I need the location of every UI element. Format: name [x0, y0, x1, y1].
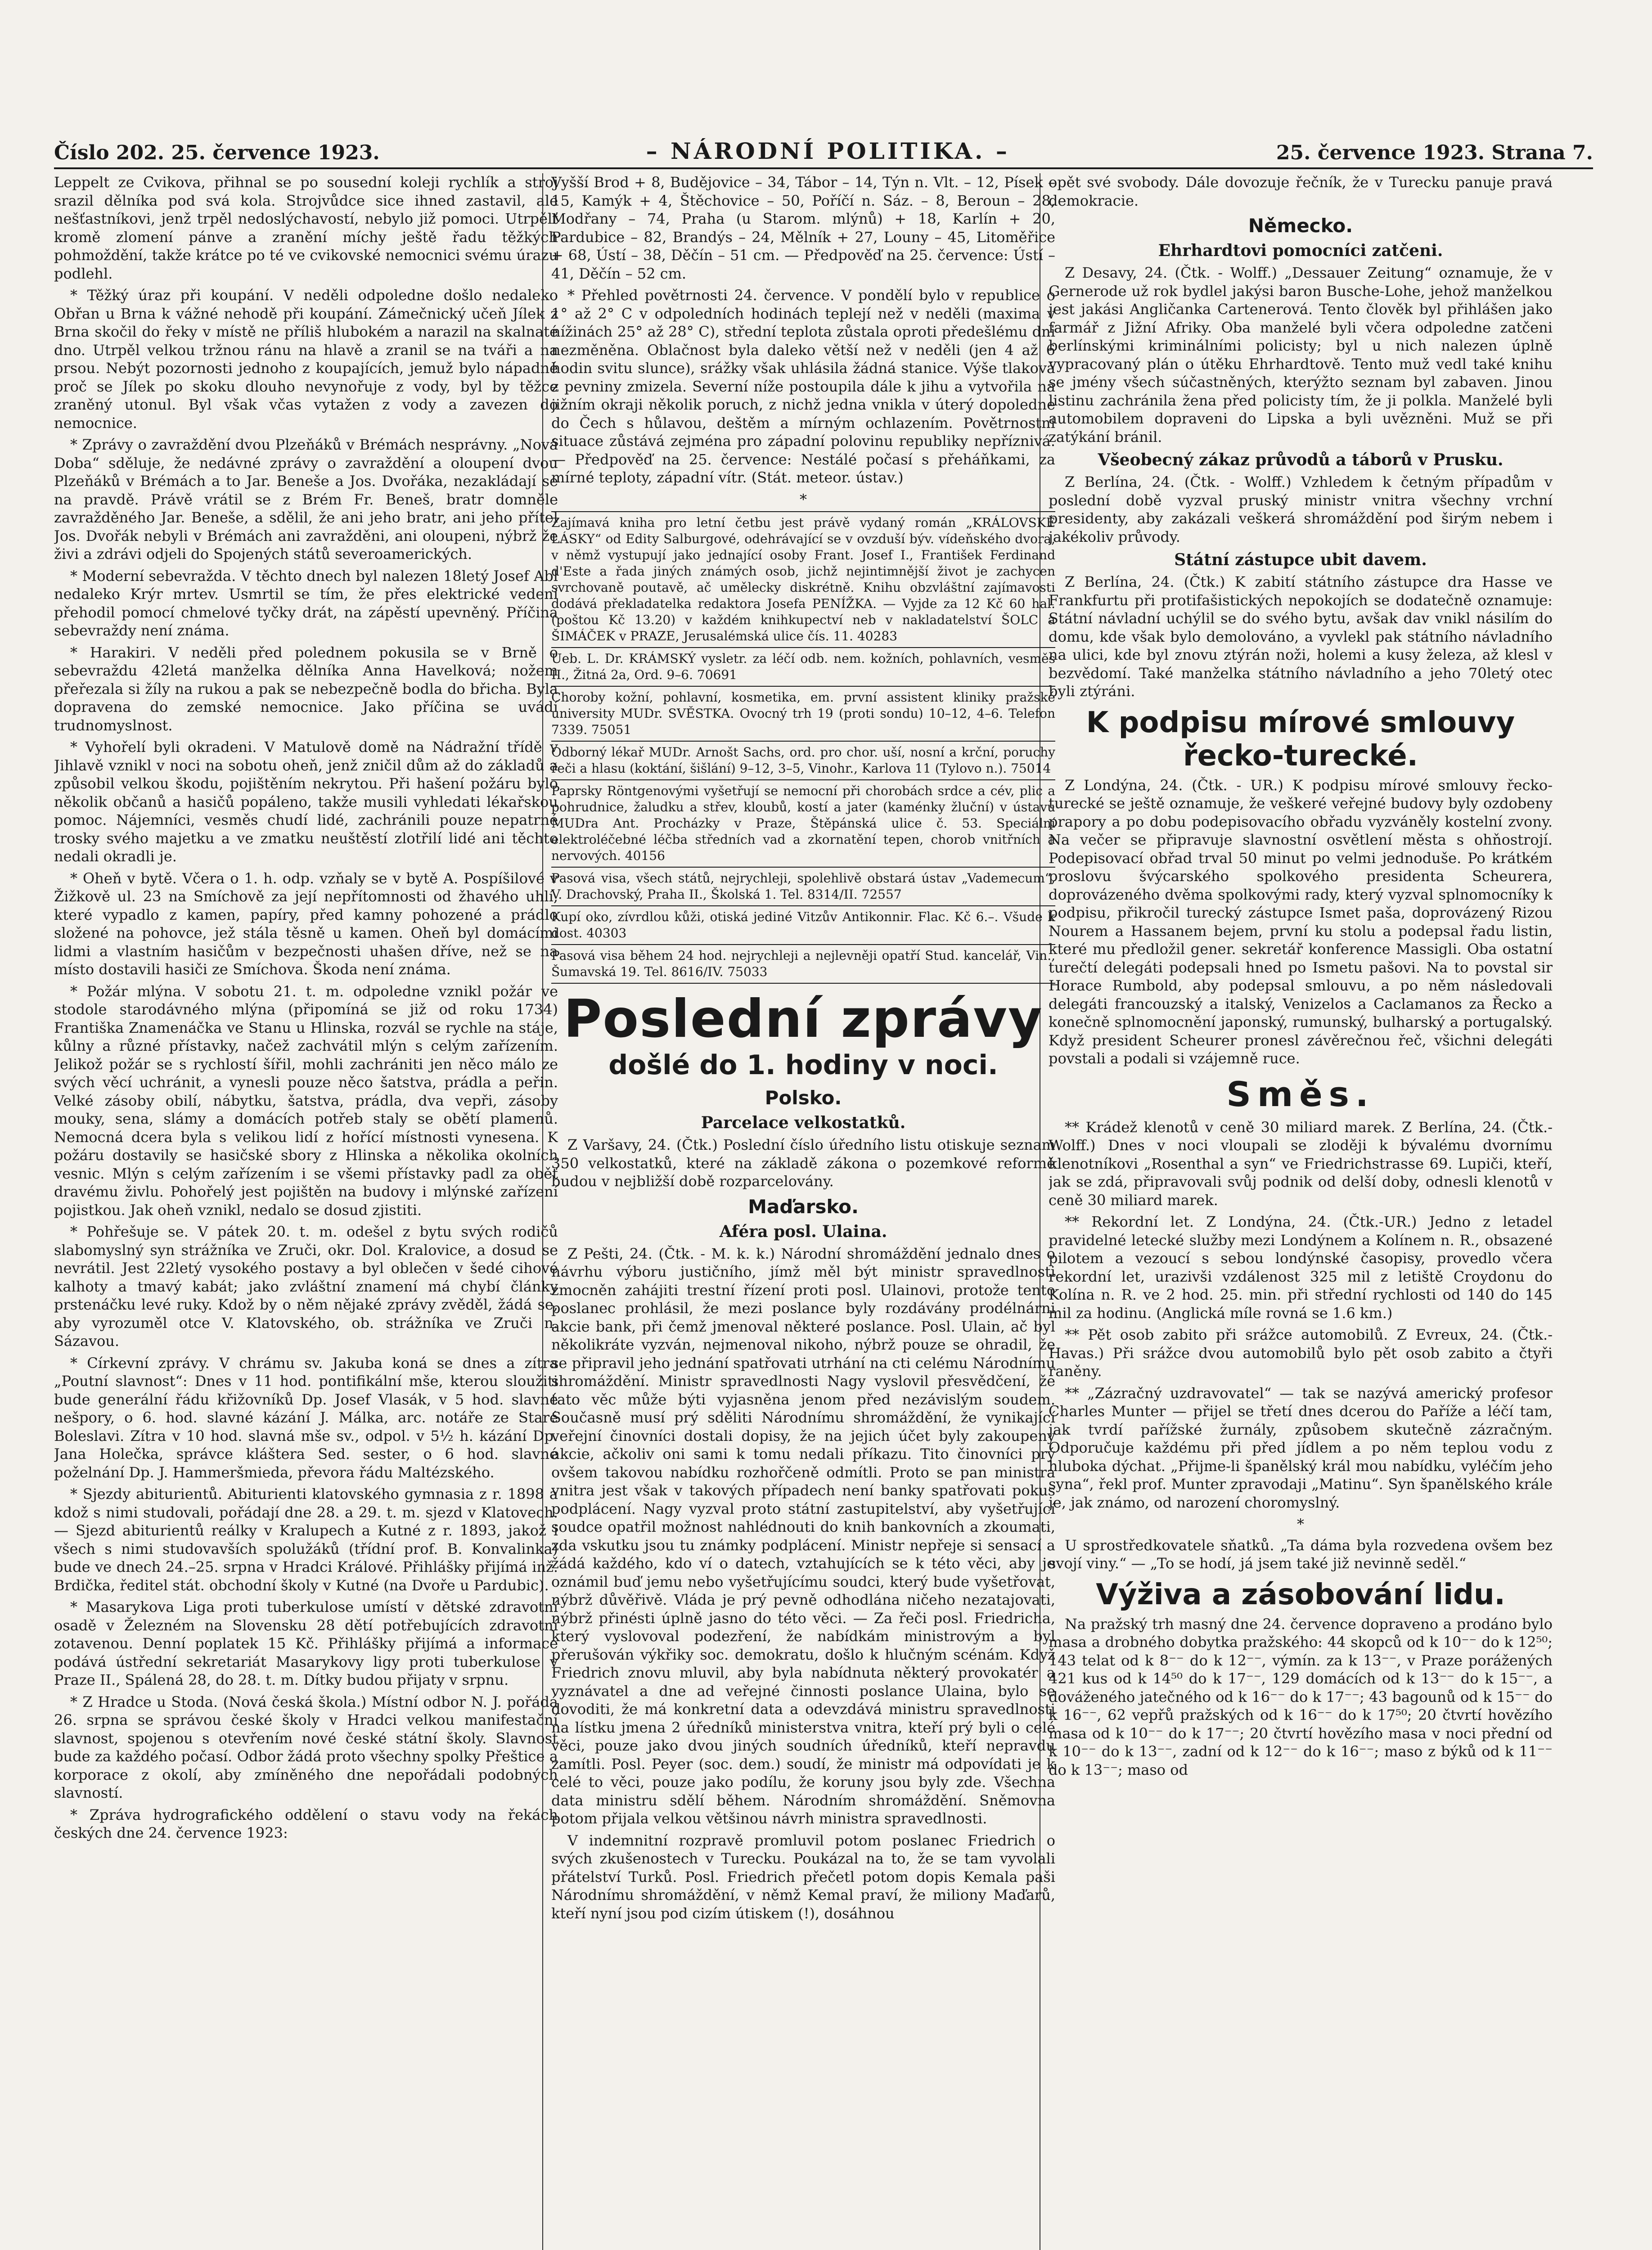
advertisement: Zajímavá kniha pro letní četbu jest právě vydaný román „KRÁLOVSKÉ LÁSKY“ od Edity Salburgové, odehrávající se v ovzduší býv. vídeňského dvora, v němž vystupují jako jednající osoby Frant. Josef I., František Ferdinand d'Este a řada jiných známých osob, jichž nejintimnější život je zachycen svrchovaně poutavě, ač umělecky diskrétně. Knihu obzvláštní zajímavosti dodává překladatelka redaktora Josefa PENÍŽKA. — Vyjde za 12 Kč 60 hal. (poštou Kč 13.20) v každém knihkupectví neb v nakladatelství ŠOLC a ŠIMÁČEK v PRAZE, Jerusalémská ulice čís. 11. 40283	[551, 511, 1055, 647]
anecdote: U sprostředkovatele sňatků. „Ta dáma byla rozvedena ovšem bez svojí viny.“ — „To se hodí, já jsem také již nevinně seděl.“	[1049, 1536, 1553, 1572]
breaking-news-subheading: došlé do 1. hodiny v noci.	[608, 1049, 998, 1081]
article-paragraph: * Sjezdy abiturientů. Abiturienti klatovského gymnasia z r. 1898 a kdož s nimi studovali, pořádají dne 28. a 29. t. m. sjezd v Klatovech. — Sjezd abiturientů reálky v Kralupech a Kutné z r. 1893, jakož i všech s nimi studovavších spolužáků (třídní prof. B. Konvalinka) bude ve dnech 24.–25. srpna v Hradci Králové. Přihlášky přijímá inž. Brdička, ředitel stát. obchodní školy v Kutné (na Dvoře u Pardubic).	[54, 1485, 558, 1594]
section-heading-poland: Polsko.	[765, 1087, 842, 1109]
header-left: Číslo 202. 25. července 1923.	[54, 141, 380, 164]
advertisement: Choroby kožní, pohlavní, kosmetika, em. první assistent kliniky pražské university MUDr. SVĚSTKA. Ovocný trh 19 (proti sondu) 10–12, 4–6. Telefon 7339. 75051	[551, 686, 1055, 741]
article-heading: Státní zástupce ubit davem.	[1174, 550, 1427, 569]
article-paragraph: opět své svobody. Dále dovozuje řečník, že v Turecku panuje pravá demokracie.	[1049, 174, 1553, 209]
article-paragraph: * Harakiri. V neděli před polednem pokusila se v Brně o sebevraždu 42letá manželka dělníka Anna Havelková; nožem přeřezala si žíly na rukou a pak se nebezpečně bodla do břicha. Byla dopravena do zemské nemocnice. Jako příčina se uvádí trudnomyslnost.	[54, 644, 558, 734]
weather-report: * Přehled povětrnosti 24. července. V pondělí bylo v republice o 1° až 2° C v odpoledních hodinách teplejí než v neděli (maxima v nížinách 25° až 28° C), střední teplota zůstala oproti předešlému dni nezměněna. Oblačnost byla daleko větší než v neděli (jen 4 až 6 hodin svitu slunce), srážky však uhlásila žádná stanice. Výše tlaková z pevniny zmizela. Severní níže postoupila dále k jihu a vytvořila na jižním okraji několik poruch, z nichž jedna vnikla v úterý dopoledne do Čech s hůlavou, deštěm a mírným ochlazením. Povětrnostní situace zůstává zejména pro západní polovinu republiky nepříznivá. — Předpověď na 25. července: Nestálé počasí s přeháňkami, za mírné teploty, západní vítr. (Stát. meteor. ústav.)	[551, 287, 1055, 486]
article-heading: Aféra posl. Ulaina.	[719, 1222, 887, 1241]
article-paragraph: Z Pešti, 24. (Čtk. - M. k. k.) Národní shromáždění jednalo dnes o návrhu výboru justičního, jímž měl být ministr spravedlnosti zmocněn zahájiti trestní řízení proti posl. Ulainovi, protože tento poslanec prohlásil, že mezi poslance byly rozdávány prodélnárni akcie bank, při čemž jmenoval některé poslance. Posl. Ulain, ač byl několikráte vyzván, nejmenoval nikoho, nýbrž pouze se ohradil, že se připravil jeho jednání spatřovati utrhání na cti celému Národnímu shromáždění. Ministr spravedlnosti Nagy vyslovil přesvědčení, že tato věc může býti vyjasněna jenom před nezávislým soudem. Současně musí prý sděliti Národnímu shromáždění, že vynikající veřejní činovníci dostali dopisy, že na jejich účet byly zakoupeny akcie, ačkoliv oni sami k tomu nedali příkazu. Tito činovníci prý ovšem takovou nabídku rozhořčeně odmítli. Proto se pan ministra vnitra jest však v takových případech není banky spatřovati pokus podplácení. Nagy vyzval proto státní zastupitelství, aby vyšetřující soudce opatřil možnost nahlédnouti do knih bankovních a zkoumati, zda vskutku jsou tu známky podplácení. Ministr nepřeje si sensací a žádá každého, kdo ví o datech, vztahujících se k této věci, aby je oznámil buď jemu nebo vyšetřujícímu soudci, který bude vyšetřovat, nýbrž důvěřivě. Vláda je prý pevně odhodlána ničeho nezatajovati, nýbrž přinésti úplně jasno do této věci. — Za řeči posl. Friedricha, který vyslovoval podezření, že nabídkám ministrovým a byl přerušován výkřiky soc. demokratu, došlo k hlučným scénám. Když Friedrich znovu mluvil, aby byla nabídnuta některý provokatér a vyznávatel a dne ad veřejné činnosti poslance Ulaina, bylo se dovoditi, že má konkretní data a odevzdává ministru spravedlnosti na lístku jmena 2 úředníků ministerstva vnitra, kteří prý byli o celé věci, pouze jako dvou jiných soudních úředníků, kteří nepravdu zamítli. Posl. Peyer (soc. dem.) soudí, že ministr má odpovídati je k celé to věci, pouze jako podílu, že koruny jsou byly zde. Všechna data ministru sdělí během. Národním shromáždění. Sněmovna potom přijala velkou většinou návrh ministra spravedlnosti.	[551, 1245, 1055, 1827]
article-paragraph: * Pohřešuje se. V pátek 20. t. m. odešel z bytu svých rodičů slabomyslný syn strážníka ve Zruči, okr. Dol. Kralovice, a dosud se nevrátil. Jest 22letý vysokého postavy a byl oblečen v šedé cihové kalhoty a tmavý kabát; jako zvláštní znamení má chybí články prstenáčku levé ruky. Kdož by o něm nějaké zprávy zvěděl, žádá se, aby vyrozuměl otce V. Klatovského, ob. strážníka ve Zruči n. Sázavou.	[54, 1223, 558, 1350]
article-heading: Ehrhardtovi pomocníci zatčeni.	[1158, 241, 1443, 260]
section-heading-miscellany: Směs.	[1226, 1074, 1375, 1114]
advertisement: Kupí oko, zívrdlou kůži, otiská jediné Vitzův Antikonnir. Flac. Kč 6.–. Všude k dost. 40303	[551, 905, 1055, 944]
article-paragraph: Z Berlína, 24. (Čtk. - Wolff.) Vzhledem k četným případům v poslední době vyzval pruský ministr vnitra všechny vrchní presidenty, aby zakázali veškerá shromáždění pod širým nebem i jakékoliv průvody.	[1049, 473, 1553, 545]
article-paragraph: V indemnitní rozpravě promluvil potom poslanec Friedrich o svých zkušenostech v Turecku. Poukázal na to, že se tam vyvolali přátelství Turků. Posl. Friedrich přečetl potom dopis Kemala paši Národnímu shromáždění, v němž Kemal praví, že miliony Maďarů, kteří nyní jsou pod cizím útiskem (!), dosáhnou	[551, 1832, 1055, 1922]
article-paragraph: * Zpráva hydrografického oddělení o stavu vody na řekách českých dne 24. července 1923:	[54, 1806, 558, 1841]
column-2	[551, 173, 1055, 2250]
article-paragraph: Z Varšavy, 24. (Čtk.) Poslední číslo úředního listu otiskuje seznam 350 velkostatků, které na základě zákona o pozemkové reformě budou v nejbližší době rozparcelovány.	[551, 1136, 1055, 1190]
article-paragraph: Z Desavy, 24. (Čtk. - Wolff.) „Dessauer Zeitung“ oznamuje, že v Gernerode už rok bydlel jakýsi baron Busche-Lohe, jehož manželkou jest jakási Angličanka Cartenerová. Tento člověk byl přihlášen jako farmář z Jižní Afriky. Oba manželé byli včera odpoledne zatčeni berlínskými kriminálními policisty; byl u nich nalezen úplně vypracovaný plán o útěku Ehrhardtově. Tento muž vedl také knihu se jmény všech súčastněných, kterýžto seznam byl zabaven. Jinou listinu zachránila žena před policisty tím, že ji polkla. Manželé byli automobilem dopraveni do Lipska a byli uvězněni. Muž se při zatýkání bránil.	[1049, 264, 1553, 446]
separator-star: *	[800, 490, 807, 508]
news-item: ** Krádež klenotů v ceně 30 miliard marek. Z Berlína, 24. (Čtk.-Wolff.) Dnes v noci vloupali se zloději k bývalému dvornímu klenotníkovi „Rosenthal a syn“ ve Friedrichstrasse 69. Lupiči, kteří, jak se zdá, připravovali svůj podnik od delší doby, odnesli klenotů v ceně 30 miliard marek.	[1049, 1118, 1553, 1209]
advertisement: Ueb. L. Dr. KRÁMSKÝ vysletr. za léčí odb. nem. kožních, pohlavních, vesměs II., Žitná 2a, Ord. 9–6. 70691	[551, 647, 1055, 686]
article-paragraph: Na pražský trh masný dne 24. července dopraveno a prodáno bylo masa a drobného dobytka pražského: 44 skopců od k 10⁻⁻ do k 12⁵⁰; 143 telat od k 8⁻⁻ do k 12⁻⁻, výmín. za k 13⁻⁻, v Praze porážených 421 kus od k 14⁵⁰ do k 17⁻⁻, 129 domácích od k 13⁻⁻ do k 15⁻⁻, a dováženého jatečného od k 16⁻⁻ do k 17⁻⁻; 43 bagounů od k 15⁻⁻ do k 16⁻⁻, 62 vepřů pražských od k 16⁻⁻ do k 17⁵⁰; 20 čtvrtí hovězího masa od k 10⁻⁻ do k 17⁻⁻; 20 čtvrtí hovězího masa v noci přední od k 10⁻⁻ do k 13⁻⁻, zadní od k 12⁻⁻ do k 16⁻⁻; maso z býků od k 11⁻⁻ do k 13⁻⁻; maso od	[1049, 1615, 1553, 1778]
advertisement: Paprsky Röntgenovými vyšetřují se nemocní při chorobách srdce a cév, plic a pohrudnice, žaludku a střev, kloubů, kostí a jater (kaménky žluční) v ústavu MUDra Ant. Procházky v Praze, Štěpánská ulice č. 53. Speciální elektroléčebné léčba středních vad a zkornatění tepen, chorob vnitřních a nervových. 40156	[551, 779, 1055, 867]
article-heading-large: K podpisu mírové smlouvy řecko-turecké.	[1086, 706, 1515, 773]
header-rule	[54, 167, 1593, 169]
article-heading: Parcelace velkostatků.	[701, 1113, 906, 1132]
news-item: ** Pět osob zabito při srážce automobilů. Z Evreux, 24. (Čtk.-Havas.) Při srážce dvou automobilů bylo pět osob zabito a čtyři raněny.	[1049, 1326, 1553, 1380]
advertisement: Pasová visa, všech států, nejrychleji, spolehlivě obstará ústav „Vademecum“, V. Drachovský, Praha II., Školská 1. Tel. 8314/II. 72557	[551, 867, 1055, 905]
header-right: 25. července 1923. Strana 7.	[1276, 141, 1593, 164]
article-heading: Všeobecný zákaz průvodů a táborů v Prusku.	[1098, 450, 1503, 469]
article-paragraph: * Církevní zprávy. V chrámu sv. Jakuba koná se dnes a zítra „Poutní slavnost“: Dnes v 11 hod. pontifikální mše, kterou sloužiti bude generální řádu křižovníků Dp. Josef Vlasák, v 5 hod. slavné nešpory, o 6. hod. slavné kázání J. Málka, arc. notáře ze Staré Boleslavi. Zítra v 10 hod. slavná mše sv., odpol. v 5½ h. kázání Dp. Jana Holečka, správce kláštera Sed. sester, o 6 hod. slavné poželnání Dp. J. Hammeršmieda, převora řádu Maltézského.	[54, 1354, 558, 1481]
article-paragraph: * Zprávy o zavraždění dvou Plzeňáků v Brémách nesprávny. „Nová Doba“ sděluje, že nedávné zprávy o zavraždění a oloupení dvou Plzeňáků v Brémách a to Jar. Beneše a Jos. Dvořáka, nezakládají se na pravdě. Právě vrátil se z Brém Fr. Beneš, bratr domněle zavražděného Jar. Beneše, a sdělil, že ani jeho bratr, ani jeho přítel Jos. Dvořák nebyli v Brémách ani zavražděni, ani oloupeni, nýbrž že živi a zdrávi odjeli do Spojených států severoamerických.	[54, 436, 558, 562]
news-item: ** Rekordní let. Z Londýna, 24. (Čtk.-UR.) Jedno z letadel pravidelné letecké služby mezi Londýnem a Kolínem n. R., obsazené pilotem a vezoucí s sebou londýnské časopisy, provedlo včera rekordní let, urazivši vzdálenost 325 mil z letiště Croydonu do Kolína n. R. ve 2 hod. 25. min. při střední rychlosti od 140 do 145 mil za hodinu. (Anglická míle rovná se 1.6 km.)	[1049, 1213, 1553, 1322]
section-heading-hungary: Maďarsko.	[748, 1195, 859, 1218]
news-item: ** „Zázračný uzdravovatel“ — tak se nazývá americký profesor Charles Munter — přijel se třetí dnes dcerou do Paříže a léčí tam, jak tvrdí pařížské žurnály, způsobem skutečně zázračným. Odporučuje každému při před jídlem a po něm teplou vodu z hluboka dýchat. „Přijme-li španělský král mou nabídku, vyléčím jeho syna“, řekl prof. Munter zpravodaji „Matinu“. Syn španělského krále je, jak známo, od narození choromyslný.	[1049, 1384, 1553, 1511]
column-3	[1049, 173, 1553, 2250]
article-paragraph: * Oheň v bytě. Včera o 1. h. odp. vzňaly se v bytě A. Pospíšilové v Žižkově ul. 23 na Smíchově za její nepřítomnosti od žhavého uhlí, které vypadlo z kamen, papíry, před kamny pohozené a prádlo složené na pohovce, jež stála těsně u kamen. Oheň byl domácími lidmi a vlastním hasičům v bezpečnosti uhašen dříve, než se na místo dostavili hasiči ze Smíchova. Škoda není známa.	[54, 869, 558, 978]
section-heading-nutrition: Výživa a zásobování lidu.	[1096, 1578, 1505, 1611]
article-paragraph: Leppelt ze Cvikova, přihnal se po sousední koleji rychlík a stroj srazil dělníka pod svá kola. Strojvůdce sice ihned zastavil, ale nešťastníkovi, jenž trpěl nedoslýchavostí, nebylo již pomoci. Utrpělť kromě zlomení pánve a zranění míchy ještě řadu těžkých pohmoždění, takže krátce po té ve cvikovské nemocnici svému úrazu podlehl.	[54, 174, 558, 282]
article-paragraph: Z Berlína, 24. (Čtk.) K zabití státního zástupce dra Hasse ve Frankfurtu při protifašistických nepokojích se dodatečně oznamuje: Státní návladní uchýlil se do svého bytu, avšak dav vnikl násilím do domu, kde však bylo demolováno, a vyvlekl pak státního návladního na ulici, kde byl znovu ztýrán noži, holemi a kusy železa, až klesl v bezvědomí. Také manželka státního návladního a jeho 70letý otec byli ztýráni.	[1049, 573, 1553, 700]
section-heading-germany: Německo.	[1248, 215, 1353, 237]
article-paragraph: * Moderní sebevražda. V těchto dnech byl nalezen 18letý Josef Abl nedaleko Krýr mrtev. Usmrtil se tím, že přes elektrické vedení přehodil pomocí chmelové tyčky drát, na zápěstí upevněný. Příčina sebevraždy není známa.	[54, 567, 558, 639]
masthead: – NÁRODNÍ POLITIKA. –	[646, 138, 1010, 164]
advertisement: Odborný lékař MUDr. Arnošt Sachs, ord. pro chor. uší, nosní a krční, poruchy řeči a hlasu (koktání, šišlání) 9–12, 3–5, Vinohr., Karlova 11 (Tylovo n.). 75014	[551, 741, 1055, 779]
breaking-news-heading: Poslední zprávy	[563, 989, 1043, 1049]
column-1	[54, 173, 558, 2250]
article-paragraph: * Z Hradce u Stoda. (Nová česká škola.) Místní odbor N. J. pořádá 26. srpna se správou české školy v Hradci velkou manifestační slavnost, spojenou s otevřením nové české státní školy. Slavnost bude za každého počasí. Odbor žádá proto všechny spolky Přeštice a korporace z okolí, aby zmíněného dne nepořádali podobných slavností.	[54, 1693, 558, 1801]
article-paragraph: * Těžký úraz při koupání. V neděli odpoledne došlo nedaleko Obřan u Brna k vážné nehodě při koupání. Zámečnický učeň Jílek z Brna skočil do řeky v místě ne příliš hlubokém a narazil na skalnaté dno. Utrpěl velkou tržnou ránu na hlavě a zranil se na tváři a na prsou. Nebýt pozornosti jednoho z koupajících, jemuž bylo nápadné proč se Jílek po skoku dlouho nevynořuje z vody, byl by těžce zraněný utonul. Byl však včas vytažen z vody a zavezen do nemocnice.	[54, 287, 558, 432]
article-paragraph: * Vyhořelí byli okradeni. V Matulově domě na Nádražní třídě v Jihlavě vznikl v noci na sobotu oheň, jenž zničil dům až do základů a způsobil velkou škodu, pojištěním nekrytou. Při hašení požáru bylo několik občanů a hasičů popáleno, takže musili vyhledati lékařskou pomoc. Nájemníci, vesměs chudí lidé, zachránili pouze nepatrné trosky svého majetku a ve zmatku neuštěstí zlotřilí lidé ani těchto nedali okradli je.	[54, 738, 558, 865]
separator-star: *	[1297, 1516, 1304, 1533]
page-header	[54, 137, 1593, 164]
advertisement: Pasová visa během 24 hod. nejrychleji a nejlevněji opatří Stud. kancelář, Vin., Šumavská 19. Tel. 8616/IV. 75033	[551, 944, 1055, 984]
water-levels: Vyšší Brod + 8, Budějovice – 34, Tábor – 14, Týn n. Vlt. – 12, Písek – 15, Kamýk + 4, Štěchovice – 50, Poříčí n. Sáz. – 8, Beroun – 28, Modřany – 74, Praha (u Starom. mlýnů) + 18, Karlín + 20, Pardubice – 82, Brandýs – 24, Mělník + 27, Louny – 45, Litoměřice + 68, Ústí – 38, Děčín – 51 cm. — Předpověď na 25. července: Ústí – 41, Děčín – 52 cm.	[551, 174, 1055, 282]
article-paragraph: * Masarykova Liga proti tuberkulose umístí v dětské zdravotní osadě v Železném na Slovensku 28 dětí potřebujících zdravotní zotavenou. Denní poplatek 15 Kč. Přihlášky přijímá a informace podává ústřední sekretariát Masarykovy ligy proti tuberkulose v Praze II., Spálená 28, do 28. t. m. Dítky budou přijaty v srpnu.	[54, 1598, 558, 1688]
article-paragraph: * Požár mlýna. V sobotu 21. t. m. odpoledne vznikl požár ve stodole starodávného mlýna (připomíná se již od roku 1734) Františka Znamenáčka ve Stanu u Hlinska, rozvál se rychle na stáje, kůlny a různé přístavky, načež zachvátil mlýn s celým zařízením. Jelikož požár se s rychlostí šířil, mohli zachrániti jen něco málo ze svých věcí uchránit, a vynesli pouze něco šatstva, prádla a peřin. Velké zásoby obilí, nábytku, šatstva, prádla, dva vepři, zásoby mouky, sena, slámy a domácích potřeb staly se obětí plamenů. Nemocná dcera byla s velikou lidí z hořící místnosti vynesena. K požáru dostavily se hasičské sbory z Hlinska a několika okolních vesnic. Mlýn s celým zařízením i se všemi přístavky padl za oběť dravému živlu. Pohořelý jest pojištěn na budovy i mlýnské zařízení pojistkou. Jak oheň vznikl, nedalo se dosud zjistiti.	[54, 982, 558, 1219]
article-paragraph: Z Londýna, 24. (Čtk. - UR.) K podpisu mírové smlouvy řecko-turecké se ještě oznamuje, že veškeré veřejné budovy byly ozdobeny prapory a po dobu podepisovacího obřadu vyzváněly kostelní zvony. Na večer se připravuje slavnostní osvětlení města s ohňostrojí. Podepisovací obřad trval 50 minut po velmi jednoduše. Po krátkém proslovu švýcarského spolkového presidenta Scheurera, doprovázeného dvěma spolkovými rady, který vyzval splnomocníky k podpisu, přikročil turecký zástupce Ismet paša, doprovázený Rizou Nourem a Hassanem bejem, první ku stolu a podepsal řadu listin, které mu předložil gener. sekretář konference Massigli. Oba ostatní turečtí delegáti podepsali hned po Ismetu pašovi. Na to povstal sir Horace Rumbold, aby podepsal smlouvu, a po něm následovali delegáti francouzský a italský, Venizelos a Caclamanos za Řecko a konečně splnomocnění japonský, rumunský, bulharský a portugalský. Když president Scheurer pronesl závěrečnou řeč, všichni delegáti povstali a podali si vzájemně ruce.	[1049, 776, 1553, 1067]
